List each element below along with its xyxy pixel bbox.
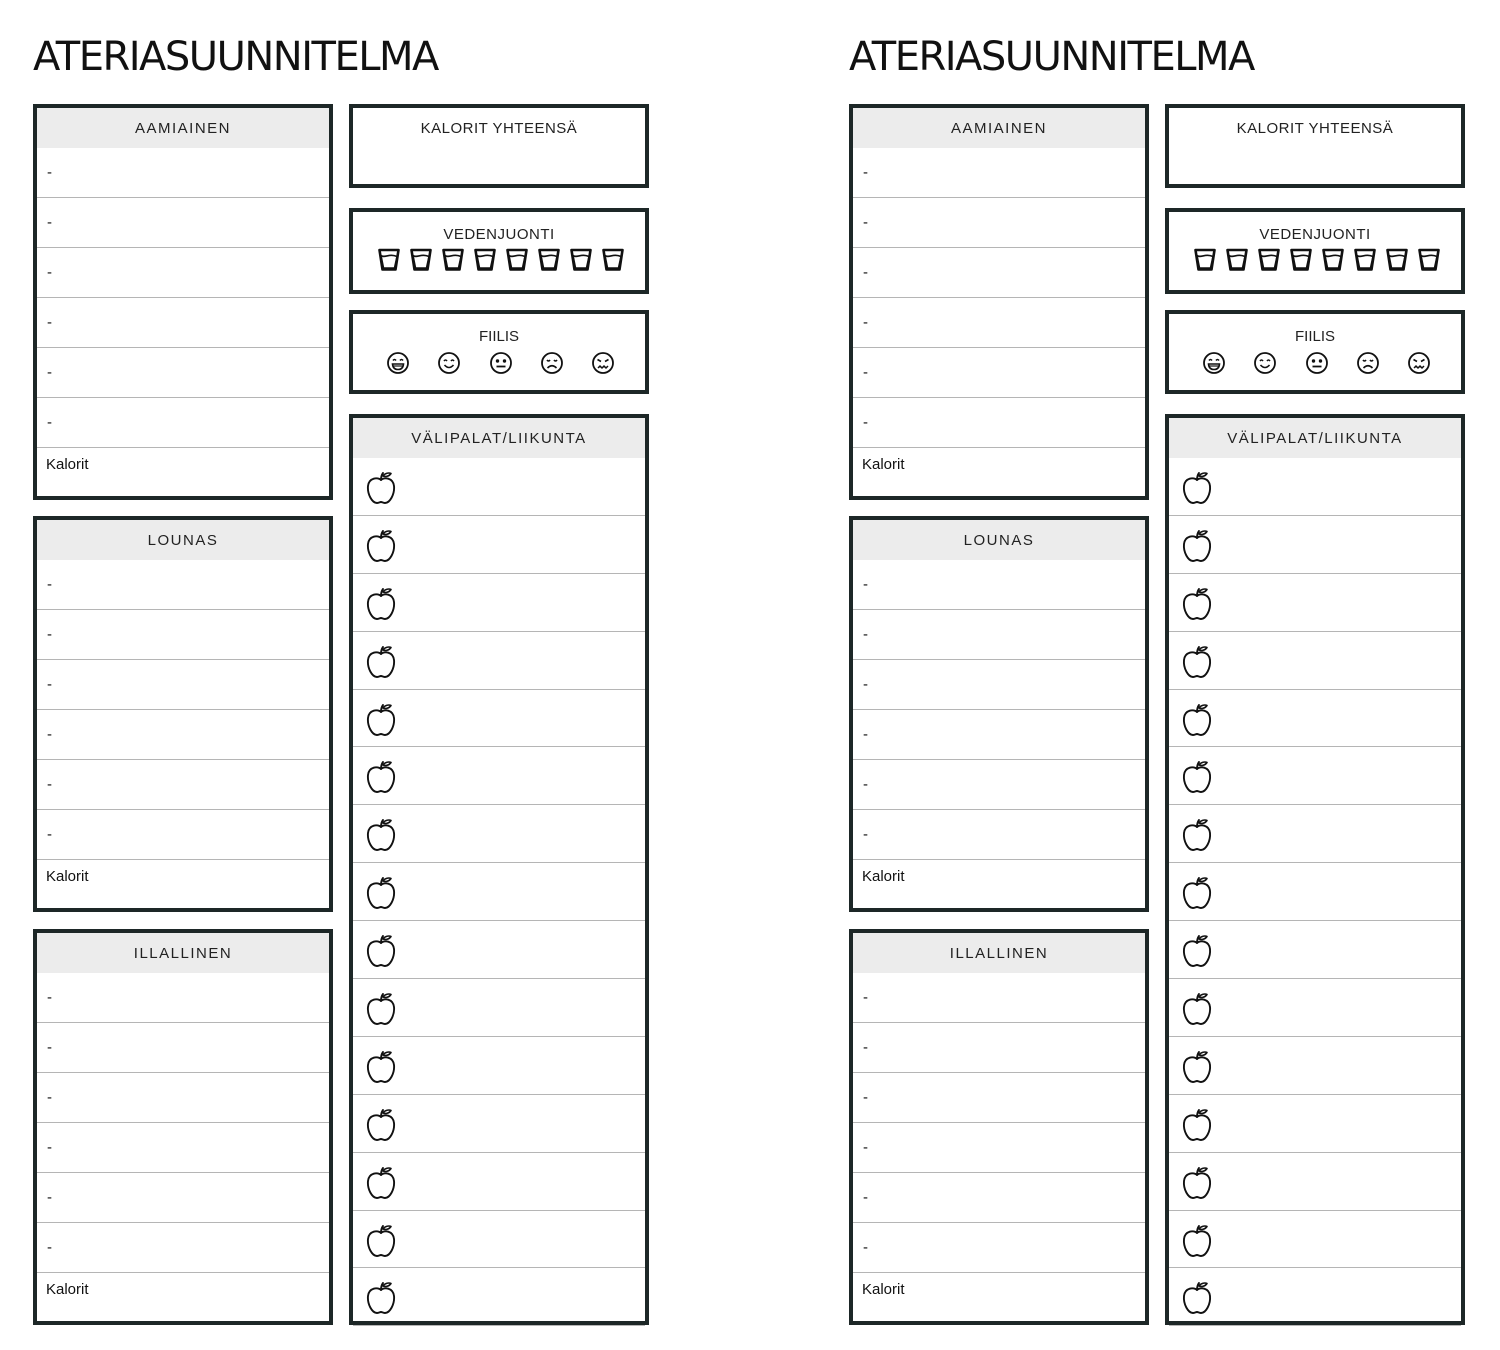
meal-entry-line[interactable]: -	[37, 1173, 329, 1223]
snack-entry-row[interactable]	[353, 1211, 645, 1269]
total-calories-label: KALORIT YHTEENSÄ	[1236, 120, 1394, 137]
meal-entry-line[interactable]: -	[37, 810, 329, 860]
meal-heading: ILLALLINEN	[37, 933, 329, 973]
apple-icon	[363, 875, 399, 911]
meal-entry-line[interactable]: -	[37, 198, 329, 248]
mood-face-row	[1169, 351, 1461, 375]
apple-icon	[1179, 1049, 1215, 1085]
snack-entry-row[interactable]	[1169, 921, 1461, 979]
snack-entry-row[interactable]	[353, 632, 645, 690]
snack-entry-row[interactable]	[1169, 1211, 1461, 1269]
meal-heading: LOUNAS	[853, 520, 1145, 560]
snack-entry-row[interactable]	[353, 1268, 645, 1326]
meal-entry-line[interactable]: -	[853, 710, 1145, 760]
meal-entry-line[interactable]: -	[853, 810, 1145, 860]
meal-entry-line[interactable]: -	[37, 660, 329, 710]
snack-entry-row[interactable]	[1169, 747, 1461, 805]
snack-entry-row[interactable]	[353, 690, 645, 748]
water-glass-icon[interactable]	[1321, 246, 1345, 272]
meal-entry-line[interactable]: -	[37, 148, 329, 198]
water-glass-row	[353, 246, 645, 272]
apple-icon	[1179, 933, 1215, 969]
water-intake-label: VEDENJUONTI	[1259, 226, 1371, 243]
apple-icon	[363, 1223, 399, 1259]
grinning-face-icon[interactable]	[1202, 351, 1226, 375]
meal-entry-line[interactable]: -	[853, 1123, 1145, 1173]
apple-icon	[363, 1165, 399, 1201]
water-glass-icon[interactable]	[1225, 246, 1249, 272]
meal-entry-line[interactable]: -	[853, 1173, 1145, 1223]
apple-icon	[1179, 817, 1215, 853]
meal-heading: ILLALLINEN	[853, 933, 1145, 973]
snack-entry-row[interactable]	[1169, 516, 1461, 574]
meal-entry-line[interactable]: -	[853, 198, 1145, 248]
meal-entry-line[interactable]: -	[37, 560, 329, 610]
sad-face-icon[interactable]	[1356, 351, 1380, 375]
snack-entry-row[interactable]	[353, 921, 645, 979]
snack-entry-row[interactable]	[353, 574, 645, 632]
apple-icon	[1179, 875, 1215, 911]
meal-box-breakfast	[849, 104, 1149, 500]
apple-icon	[363, 1107, 399, 1143]
neutral-face-icon[interactable]	[489, 351, 513, 375]
meal-entry-line[interactable]: -	[37, 398, 329, 448]
meal-box-lunch	[33, 516, 333, 912]
apple-icon	[1179, 1280, 1215, 1316]
snack-entry-row[interactable]	[1169, 1037, 1461, 1095]
snack-entry-row[interactable]	[353, 1037, 645, 1095]
meal-entry-line[interactable]: -	[37, 760, 329, 810]
meal-entry-line[interactable]: -	[37, 348, 329, 398]
snacks-exercise-heading: VÄLIPALAT/LIIKUNTA	[353, 418, 645, 458]
apple-icon	[1179, 1165, 1215, 1201]
water-intake-label: VEDENJUONTI	[443, 226, 555, 243]
apple-icon	[1179, 759, 1215, 795]
page-title: ATERIASUUNNITELMA	[849, 34, 1254, 80]
calories-field[interactable]: Kalorit	[862, 1281, 905, 1298]
apple-icon	[363, 759, 399, 795]
total-calories-box[interactable]	[349, 104, 649, 188]
snack-entry-row[interactable]	[353, 747, 645, 805]
water-glass-icon[interactable]	[569, 246, 593, 272]
snack-entry-row[interactable]	[1169, 574, 1461, 632]
meal-entry-line[interactable]: -	[853, 398, 1145, 448]
meal-entry-line[interactable]: -	[37, 248, 329, 298]
meal-entry-line[interactable]: -	[37, 973, 329, 1023]
apple-icon	[363, 470, 399, 506]
snack-entry-row[interactable]	[1169, 979, 1461, 1037]
meal-entry-line[interactable]: -	[853, 1023, 1145, 1073]
calories-field[interactable]: Kalorit	[46, 868, 89, 885]
water-glass-icon[interactable]	[1417, 246, 1441, 272]
snack-entry-row[interactable]	[1169, 1153, 1461, 1211]
snack-entry-row[interactable]	[353, 1153, 645, 1211]
upset-face-icon[interactable]	[591, 351, 615, 375]
meal-box-dinner	[33, 929, 333, 1325]
water-glass-icon[interactable]	[537, 246, 561, 272]
apple-icon	[1179, 528, 1215, 564]
snack-entry-row[interactable]	[1169, 632, 1461, 690]
meal-entry-line[interactable]: -	[37, 710, 329, 760]
apple-icon	[1179, 702, 1215, 738]
snack-entry-row[interactable]	[1169, 1268, 1461, 1326]
water-glass-icon[interactable]	[1385, 246, 1409, 272]
apple-icon	[363, 1049, 399, 1085]
meal-entry-line[interactable]: -	[853, 560, 1145, 610]
total-calories-box[interactable]	[1165, 104, 1465, 188]
meal-entry-line[interactable]: -	[853, 1223, 1145, 1273]
apple-icon	[363, 933, 399, 969]
smiling-face-icon[interactable]	[1253, 351, 1277, 375]
meal-entry-line[interactable]: -	[853, 973, 1145, 1023]
apple-icon	[1179, 1107, 1215, 1143]
apple-icon	[363, 702, 399, 738]
sad-face-icon[interactable]	[540, 351, 564, 375]
grinning-face-icon[interactable]	[386, 351, 410, 375]
apple-icon	[1179, 586, 1215, 622]
snack-entry-row[interactable]	[1169, 863, 1461, 921]
water-glass-row	[1169, 246, 1461, 272]
snack-entry-row[interactable]	[353, 863, 645, 921]
meal-heading: AAMIAINEN	[37, 108, 329, 148]
calories-field[interactable]: Kalorit	[862, 456, 905, 473]
snack-entry-row[interactable]	[1169, 690, 1461, 748]
water-glass-icon[interactable]	[1289, 246, 1313, 272]
apple-icon	[363, 586, 399, 622]
water-intake-box	[349, 208, 649, 294]
apple-icon	[363, 644, 399, 680]
meal-entry-line[interactable]: -	[853, 348, 1145, 398]
page-title: ATERIASUUNNITELMA	[33, 34, 438, 80]
water-glass-icon[interactable]	[1353, 246, 1377, 272]
meal-entry-line[interactable]: -	[853, 760, 1145, 810]
snack-entry-row[interactable]	[1169, 805, 1461, 863]
water-glass-icon[interactable]	[505, 246, 529, 272]
water-glass-icon[interactable]	[441, 246, 465, 272]
meal-entry-line[interactable]: -	[853, 610, 1145, 660]
snacks-exercise-heading: VÄLIPALAT/LIIKUNTA	[1169, 418, 1461, 458]
apple-icon	[363, 1280, 399, 1316]
apple-icon	[1179, 991, 1215, 1027]
apple-icon	[363, 991, 399, 1027]
planner-page-right	[849, 0, 1499, 1350]
meal-entry-line[interactable]: -	[853, 148, 1145, 198]
mood-box	[349, 310, 649, 394]
snack-entry-row[interactable]	[353, 458, 645, 516]
meal-entry-line[interactable]: -	[37, 1123, 329, 1173]
meal-entry-line[interactable]: -	[37, 298, 329, 348]
snack-entry-row[interactable]	[353, 805, 645, 863]
apple-icon	[1179, 470, 1215, 506]
mood-label: FIILIS	[1294, 328, 1335, 345]
water-glass-icon[interactable]	[1257, 246, 1281, 272]
snacks-exercise-box	[349, 414, 649, 1325]
mood-label: FIILIS	[478, 328, 519, 345]
meal-heading: LOUNAS	[37, 520, 329, 560]
calories-field[interactable]: Kalorit	[862, 868, 905, 885]
snack-entry-row[interactable]	[1169, 1095, 1461, 1153]
total-calories-label: KALORIT YHTEENSÄ	[420, 120, 578, 137]
meal-box-lunch	[849, 516, 1149, 912]
calories-field[interactable]: Kalorit	[46, 1281, 89, 1298]
meal-entry-line[interactable]: -	[37, 610, 329, 660]
water-glass-icon[interactable]	[409, 246, 433, 272]
upset-face-icon[interactable]	[1407, 351, 1431, 375]
meal-entry-line[interactable]: -	[853, 660, 1145, 710]
mood-face-row	[353, 351, 645, 375]
apple-icon	[363, 817, 399, 853]
meal-entry-line[interactable]: -	[37, 1023, 329, 1073]
snack-entry-row[interactable]	[353, 979, 645, 1037]
meal-entry-line[interactable]: -	[853, 298, 1145, 348]
neutral-face-icon[interactable]	[1305, 351, 1329, 375]
snack-entry-row[interactable]	[353, 516, 645, 574]
water-glass-icon[interactable]	[1193, 246, 1217, 272]
apple-icon	[363, 528, 399, 564]
meal-heading: AAMIAINEN	[853, 108, 1145, 148]
meal-entry-line[interactable]: -	[37, 1223, 329, 1273]
snack-entry-row[interactable]	[353, 1095, 645, 1153]
snacks-exercise-box	[1165, 414, 1465, 1325]
meal-entry-line[interactable]: -	[853, 248, 1145, 298]
apple-icon	[1179, 644, 1215, 680]
meal-box-breakfast	[33, 104, 333, 500]
meal-entry-line[interactable]: -	[37, 1073, 329, 1123]
meal-entry-line[interactable]: -	[853, 1073, 1145, 1123]
water-glass-icon[interactable]	[377, 246, 401, 272]
smiling-face-icon[interactable]	[437, 351, 461, 375]
water-glass-icon[interactable]	[601, 246, 625, 272]
snack-row-list	[353, 458, 645, 1326]
snack-entry-row[interactable]	[1169, 458, 1461, 516]
water-intake-box	[1165, 208, 1465, 294]
meal-box-dinner	[849, 929, 1149, 1325]
snack-row-list	[1169, 458, 1461, 1326]
mood-box	[1165, 310, 1465, 394]
water-glass-icon[interactable]	[473, 246, 497, 272]
planner-page-left	[33, 0, 683, 1350]
calories-field[interactable]: Kalorit	[46, 456, 89, 473]
apple-icon	[1179, 1223, 1215, 1259]
